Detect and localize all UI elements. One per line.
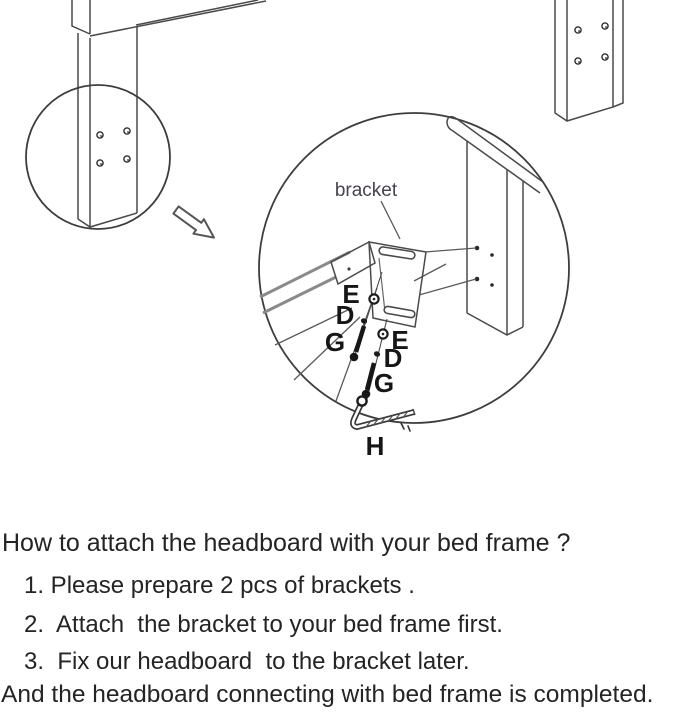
magnified-leg (467, 141, 523, 335)
label-D-2: D (383, 343, 403, 373)
instructions-heading: How to attach the headboard with your bed frame ? (2, 529, 571, 557)
bracket-slot-lower (384, 306, 416, 318)
bracket-slot-upper (379, 246, 416, 259)
lock-washer-D (373, 350, 381, 357)
label-H: H (365, 431, 385, 461)
label-E-1: E (342, 279, 360, 309)
bed-frame-leg-right (555, 0, 623, 121)
label-G-1: G (324, 327, 346, 357)
bracket-label-leader (381, 201, 400, 239)
leg-screw-holes (575, 23, 608, 64)
instruction-step-2: 2. Attach the bracket to your bed frame first. (24, 611, 503, 638)
label-G-2: G (373, 368, 395, 398)
leg-screw-holes (97, 128, 130, 166)
magnified-detail (260, 117, 543, 461)
instruction-step-1: 1. Please prepare 2 pcs of brackets . (24, 572, 415, 599)
instruction-step-3: 3. Fix our headboard to the bracket later. (24, 648, 470, 675)
headboard-leg-left (26, 0, 266, 229)
instructions-footer: And the headboard connecting with bed frame is completed. (1, 681, 654, 708)
detail-callout-circle-small (26, 85, 170, 229)
tick-marks (401, 423, 410, 431)
label-D-1: D (335, 300, 355, 330)
side-rail-end (447, 117, 543, 193)
zoom-arrow-icon (173, 206, 214, 237)
label-E-2: E (391, 325, 409, 355)
bolt-G (356, 326, 364, 352)
headboard-bottom-edge (90, 0, 266, 36)
bracket-label: bracket (334, 180, 398, 201)
